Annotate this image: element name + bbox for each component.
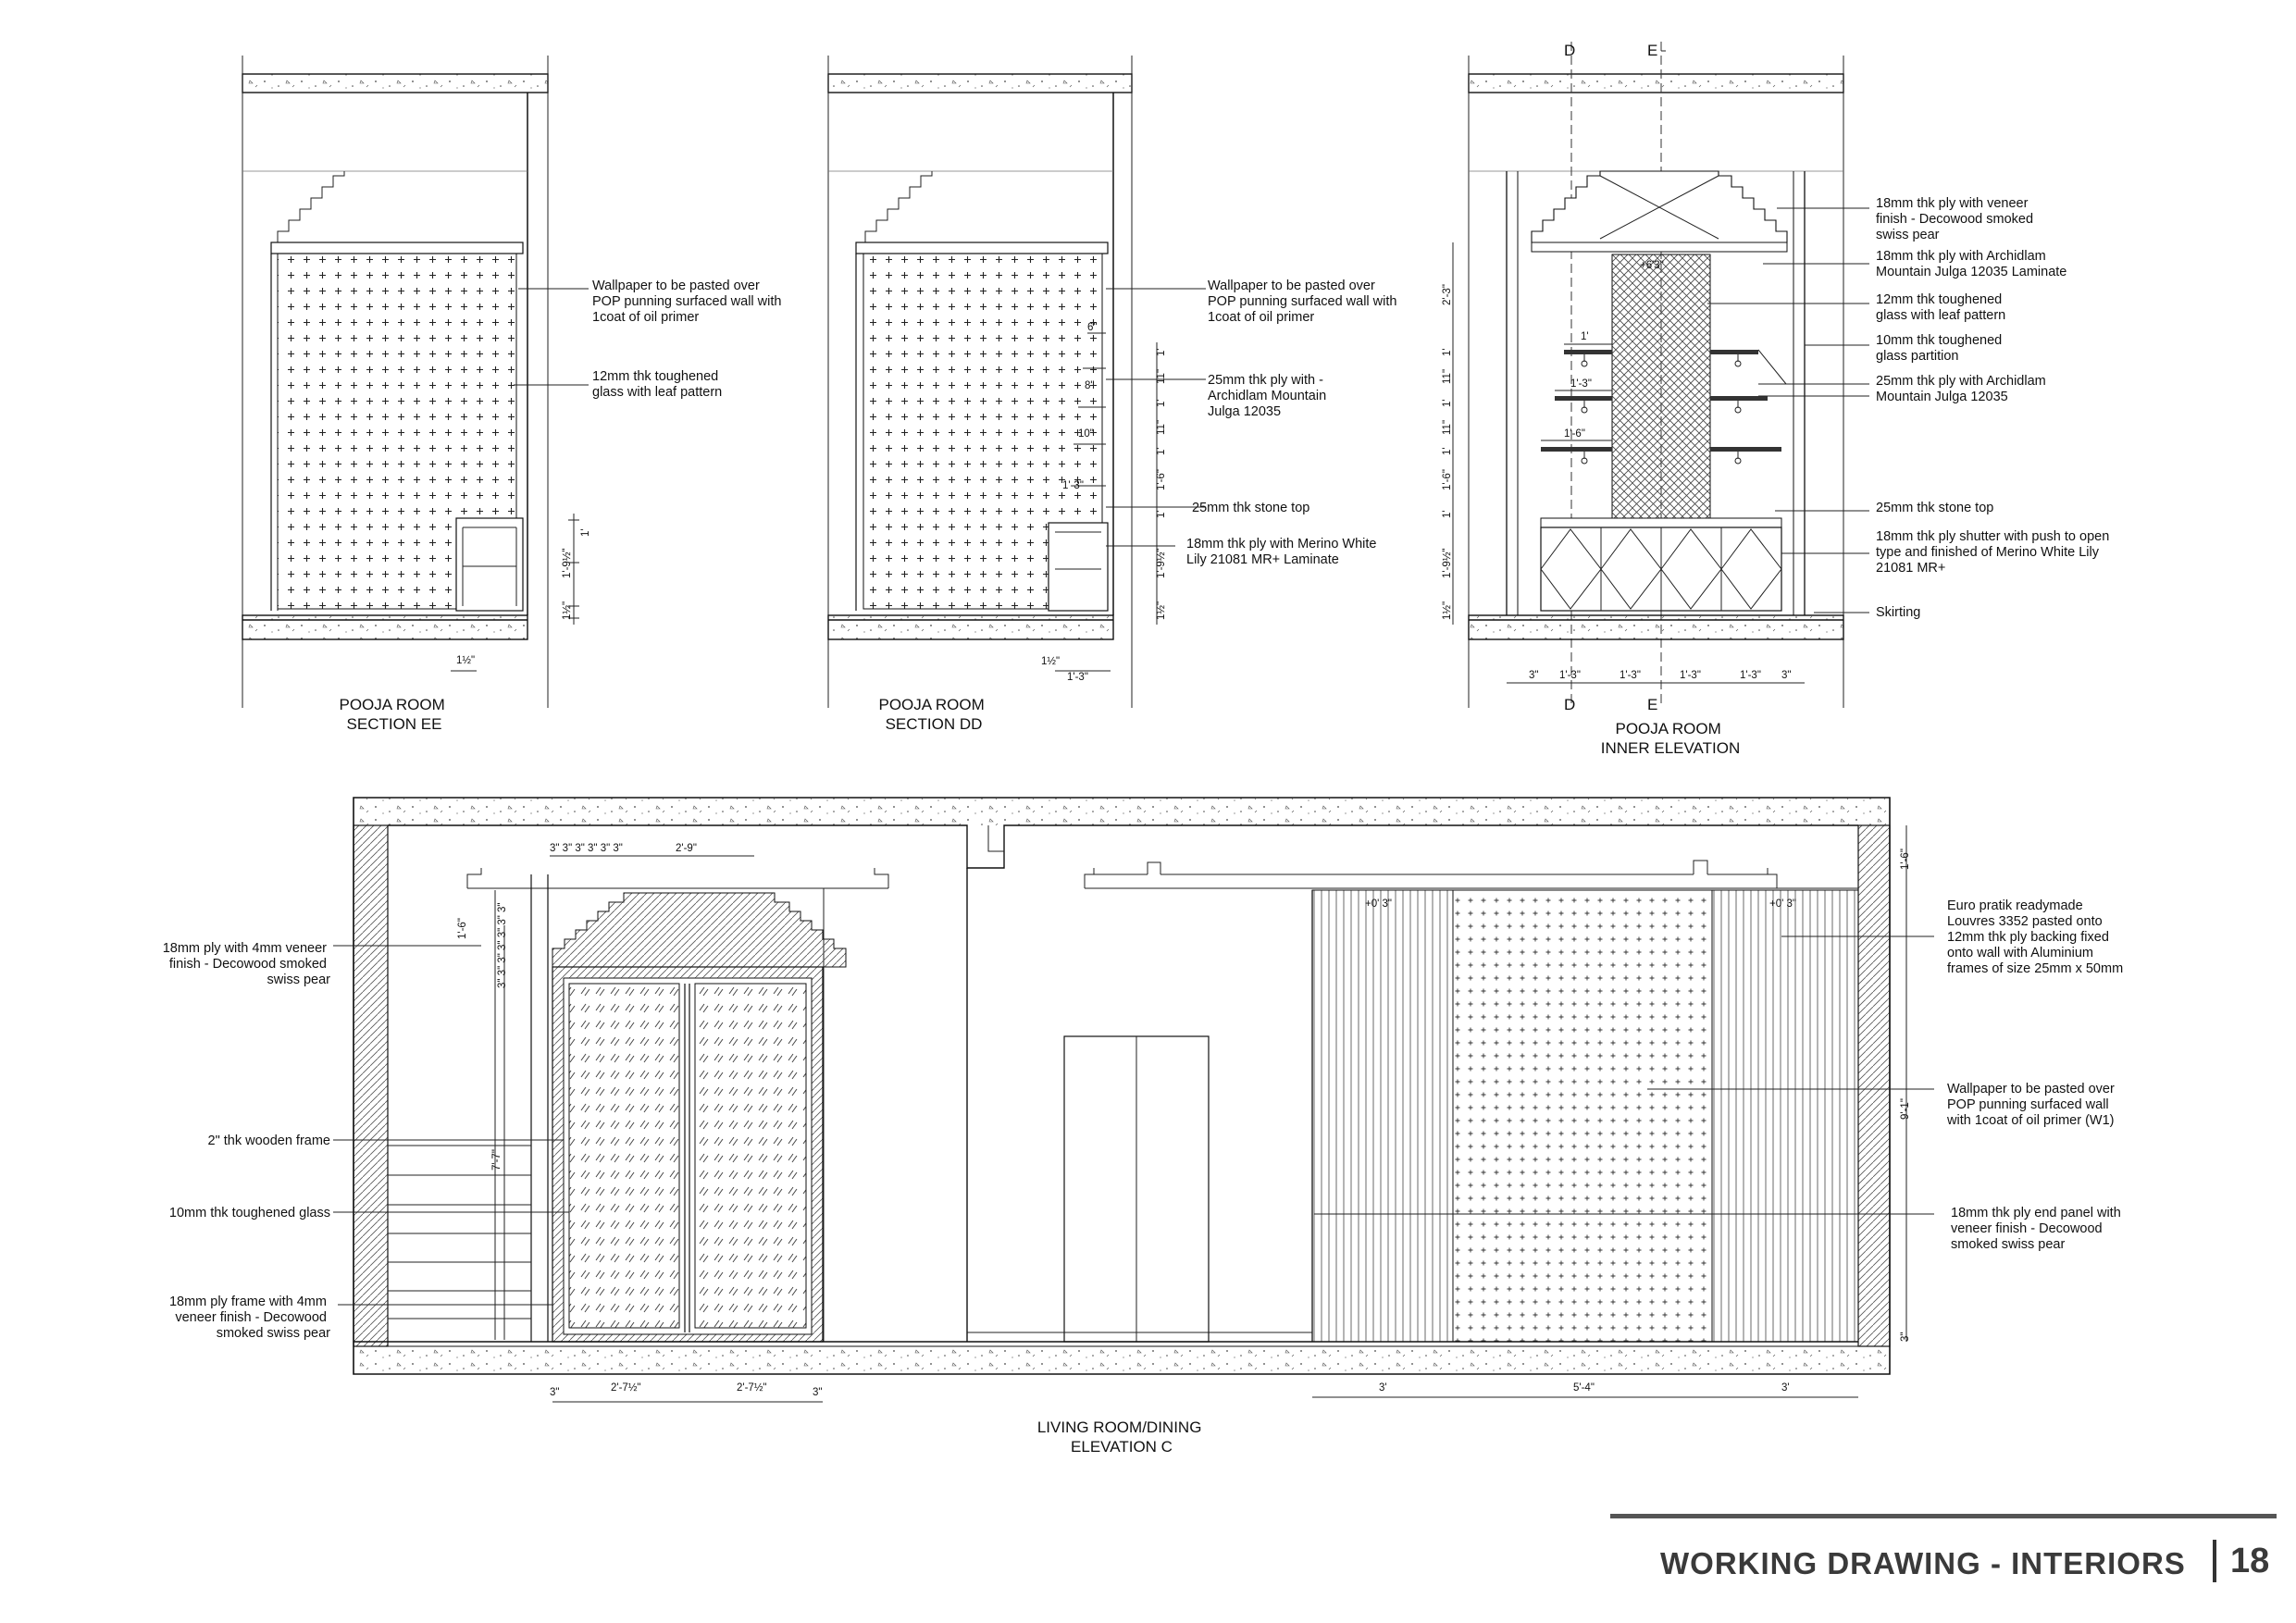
- section-marker-e: E: [1647, 42, 1658, 59]
- sheet-title: WORKING DRAWING - INTERIORS: [1660, 1546, 2186, 1580]
- dim-text: 11": [1442, 419, 1453, 435]
- dim-text: 1'-3": [1740, 670, 1761, 681]
- dim-text: 1'-6": [1564, 428, 1585, 440]
- dim-text: 1'-9½": [1156, 548, 1167, 578]
- sheet-divider: [2213, 1540, 2216, 1582]
- dim-text: 1': [580, 528, 591, 537]
- section-dd-drawing: [828, 56, 1206, 708]
- dim-text: 2'-7½": [737, 1382, 767, 1394]
- dim-text: 1': [1442, 348, 1453, 356]
- annotation-laminate: 18mm thk ply with Archidlam Mountain Julga 12035 Laminate: [1876, 249, 2067, 279]
- steps-lines: [388, 925, 531, 1340]
- dim-text: 1'-3": [1620, 670, 1641, 681]
- dim-text: 1'-3": [1680, 670, 1701, 681]
- annotation-ply-frame: 18mm ply frame with 4mm veneer finish - Decowood smoked swiss pear: [168, 1295, 330, 1341]
- dim-text: 1½": [1156, 601, 1167, 620]
- dim-text: 11": [1156, 419, 1167, 435]
- dim-text: 1'-6": [457, 918, 468, 939]
- dim-text: 3": [1529, 670, 1539, 681]
- section-marker-e: E: [1647, 696, 1658, 713]
- cabinet: [456, 518, 523, 611]
- glass-shutter-right: [695, 984, 806, 1328]
- dim-text: 1'-6": [1442, 469, 1453, 490]
- elevation-c-drawing: [333, 798, 1934, 1402]
- dim-text: 3": [550, 1387, 560, 1398]
- drawing-title: POOJA ROOM SECTION DD: [878, 696, 985, 733]
- sheet-number: 18: [2230, 1542, 2270, 1580]
- drawing-title: LIVING ROOM/DINING ELEVATION C: [1036, 1419, 1202, 1456]
- annotation-frame: 2" thk wooden frame: [207, 1134, 330, 1148]
- dim-text: 3': [1379, 1382, 1387, 1394]
- dim-text: 11": [1442, 368, 1453, 384]
- annotation-wallpaper: Wallpaper to be pasted over POP punning surfaced wall with 1coat of oil primer: [1208, 279, 1397, 325]
- dim-text: 5'-4": [1573, 1382, 1595, 1394]
- stepped-profile: [278, 171, 344, 242]
- annotation-glass: 10mm thk toughened glass: [168, 1206, 330, 1220]
- dim-text: 3" 3" 3" 3" 3" 3": [550, 843, 623, 854]
- slab-top: [242, 74, 548, 93]
- annotation-veneer: 18mm ply with 4mm veneer finish - Decowood smoked swiss pear: [162, 941, 330, 987]
- dim-text: 1': [1442, 447, 1453, 455]
- dim-text: 1'-9½": [562, 548, 573, 578]
- section-marker-d: D: [1564, 42, 1576, 59]
- dim-text: 1': [1156, 447, 1167, 455]
- dim-text: 1': [1442, 399, 1453, 407]
- title-rule: [1610, 1514, 2277, 1518]
- drawing-title: POOJA ROOM INNER ELEVATION: [1600, 720, 1741, 757]
- dim-text: 1': [1156, 399, 1167, 407]
- annotation-laminate: 18mm thk ply with Merino White Lily 21081 MR+ Laminate: [1186, 537, 1377, 567]
- stepped-crown: [552, 893, 846, 967]
- dim-text: 11": [1156, 368, 1167, 384]
- dim-text: 10": [1078, 428, 1094, 440]
- dim-text: 7'-7": [491, 1149, 503, 1171]
- annotation-shutter: 18mm thk ply shutter with push to open type and finished of Merino White Lily 21081 MR+: [1876, 529, 2110, 576]
- dim-text: 1½": [562, 601, 573, 620]
- wallpaper-panel: [1453, 890, 1712, 1342]
- dim-text: 3" 3" 3" 3" 3" 3" 3": [497, 902, 508, 988]
- dim-text: 3": [813, 1387, 823, 1398]
- annotation-wallpaper: Wallpaper to be pasted over POP punning surfaced wall with 1coat of oil primer: [592, 279, 782, 325]
- annotation-wallpaper: Wallpaper to be pasted over POP punning surfaced wall with 1coat of oil primer (W1): [1947, 1082, 2115, 1128]
- annotation-stone: 25mm thk stone top: [1876, 501, 1994, 515]
- annotation-ply: 25mm thk ply with - Archidlam Mountain Julga 12035: [1208, 373, 1327, 419]
- dim-text: 1'-3": [1559, 670, 1581, 681]
- glass-partition-pattern: [1612, 254, 1710, 523]
- dim-text: 1'-9½": [1442, 548, 1453, 578]
- annotation-end-panel: 18mm thk ply end panel with veneer finish - Decowood smoked swiss pear: [1951, 1206, 2121, 1252]
- dim-text: 1½": [1442, 601, 1453, 620]
- level-text: +0' 3": [1769, 898, 1796, 910]
- dim-text: 3': [1781, 1382, 1790, 1394]
- louvres-right: [1712, 890, 1858, 1342]
- dim-text: 9'-1": [1900, 1098, 1911, 1120]
- title-block: [1610, 1514, 2295, 1588]
- floor-slab: [242, 615, 527, 639]
- dim-text: 1½": [456, 655, 476, 666]
- dim-text: 2'-3": [1442, 284, 1453, 305]
- dim-text: 3": [1900, 1332, 1911, 1342]
- dim-text: 2'-7½": [611, 1382, 641, 1394]
- annotation-glass: 12mm thk toughened glass with leaf pattern: [592, 369, 723, 400]
- dim-text: 1½": [1041, 656, 1061, 667]
- cabinet: [1049, 523, 1108, 611]
- section-ee-drawing: [242, 56, 591, 708]
- annotation-partition: 10mm thk toughened glass partition: [1876, 333, 2003, 364]
- dim-text: 3": [1781, 670, 1792, 681]
- annotation-glass: 12mm thk toughened glass with leaf pattern: [1876, 292, 2006, 323]
- dim-text: 1'-3": [1570, 378, 1592, 390]
- annotation-veneer: 18mm thk ply with veneer finish - Decowood smoked swiss pear: [1876, 196, 2034, 242]
- louvres-left: [1312, 890, 1453, 1342]
- annotation-louvres: Euro pratik readymade Louvres 3352 pasted onto 12mm thk ply backing fixed onto wall with Aluminium frames of size 25mm x 50mm: [1947, 898, 2124, 976]
- dim-text: 1'-6": [1900, 849, 1911, 870]
- annotation-stone: 25mm thk stone top: [1192, 501, 1310, 515]
- dim-text: 1': [1156, 510, 1167, 518]
- level-text: +6'3": [1640, 260, 1664, 271]
- dim-text: 1'-3": [1062, 480, 1084, 491]
- dim-text: 8": [1085, 380, 1095, 391]
- section-marker-d: D: [1564, 696, 1576, 713]
- drawing-title: POOJA ROOM SECTION EE: [339, 696, 445, 733]
- dim-text: 1': [1156, 348, 1167, 356]
- left-wall-hatch: [354, 825, 388, 1346]
- annotation-skirting: Skirting: [1876, 605, 1921, 620]
- dim-text: 6": [1087, 322, 1098, 333]
- inner-elevation-drawing: [1442, 42, 1869, 713]
- dim-text: 1': [1581, 331, 1589, 342]
- dim-text: 1'-3": [1067, 672, 1088, 683]
- right-wall-hatch: [1858, 825, 1890, 1346]
- level-text: +0' 3": [1365, 898, 1392, 910]
- dim-text: 2'-9": [676, 843, 697, 854]
- annotation-ply: 25mm thk ply with Archidlam Mountain Julga 12035: [1876, 374, 2046, 404]
- glass-shutter-left: [569, 984, 679, 1328]
- dim-text: 1': [1442, 510, 1453, 518]
- dim-text: 1'-6": [1156, 469, 1167, 490]
